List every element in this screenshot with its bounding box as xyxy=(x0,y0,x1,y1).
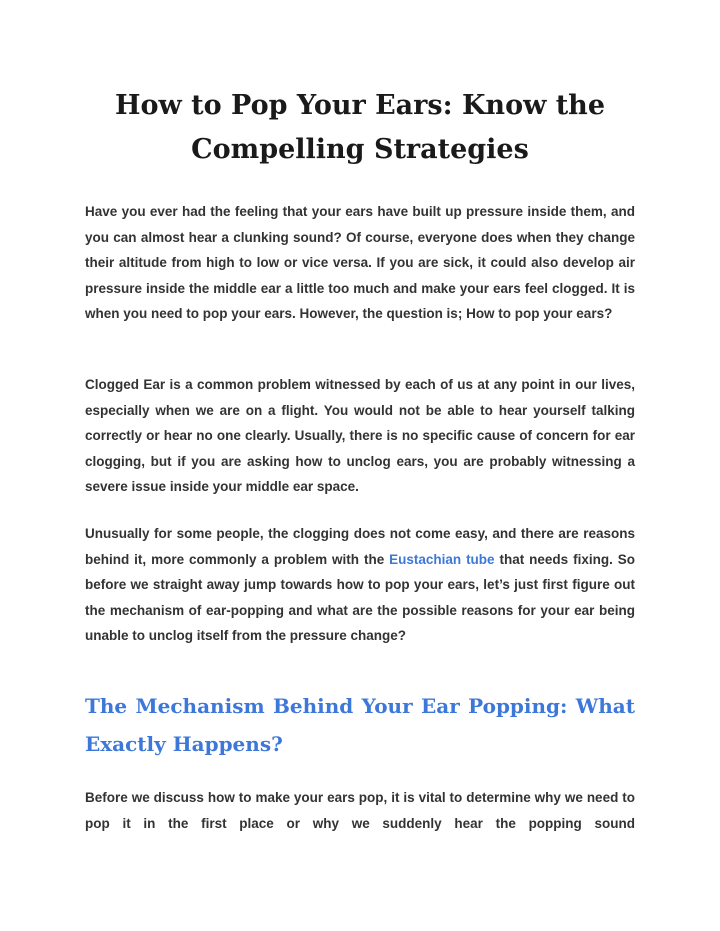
eustachian-paragraph xyxy=(85,521,635,649)
paragraph-text-before-link: Unusually for some people, the clogging does not come easy, and there are reasons behind it, more commonly a problem with the xyxy=(85,526,635,567)
clogged-ear-paragraph: Clogged Ear is a common problem witnessed by each of us at any point in our lives, especially when we are on a flight. You would not be able to hear yourself talking correctly or hear no one clearly. Usually, there is no specific cause of concern for ear clogging, but if you are asking how to unclog ears, you are probably witnessing a severe issue inside your middle ear space. xyxy=(85,377,635,495)
page-title: How to Pop Your Ears: Know the Compelling Strategies xyxy=(115,90,605,165)
section-heading: The Mechanism Behind Your Ear Popping: What Exactly Happens? xyxy=(85,694,635,756)
intro-paragraph: Have you ever had the feeling that your ears have built up pressure inside them, and you can almost hear a clunking sound? Of course, everyone does when they change their altitude from high to low or vice versa. If you are sick, it could also develop air pressure inside the middle ear a little too much and make your ears feel clogged. It is when you need to pop your ears. However, the question is; How to pop your ears? xyxy=(85,204,635,322)
paragraph-text-after-link: that needs fixing. So before we straight away jump towards how to pop your ears, let’s just first figure out the mechanism of ear-popping and what are the possible reasons for your ear being unable to unclog itself from the pressure change? xyxy=(85,551,635,644)
eustachian-tube-link[interactable]: Eustachian tube xyxy=(389,551,495,567)
mechanism-paragraph: Before we discuss how to make your ears pop, it is vital to determine why we need to pop it in the first place or why we suddenly hear the popping sound xyxy=(85,790,635,831)
